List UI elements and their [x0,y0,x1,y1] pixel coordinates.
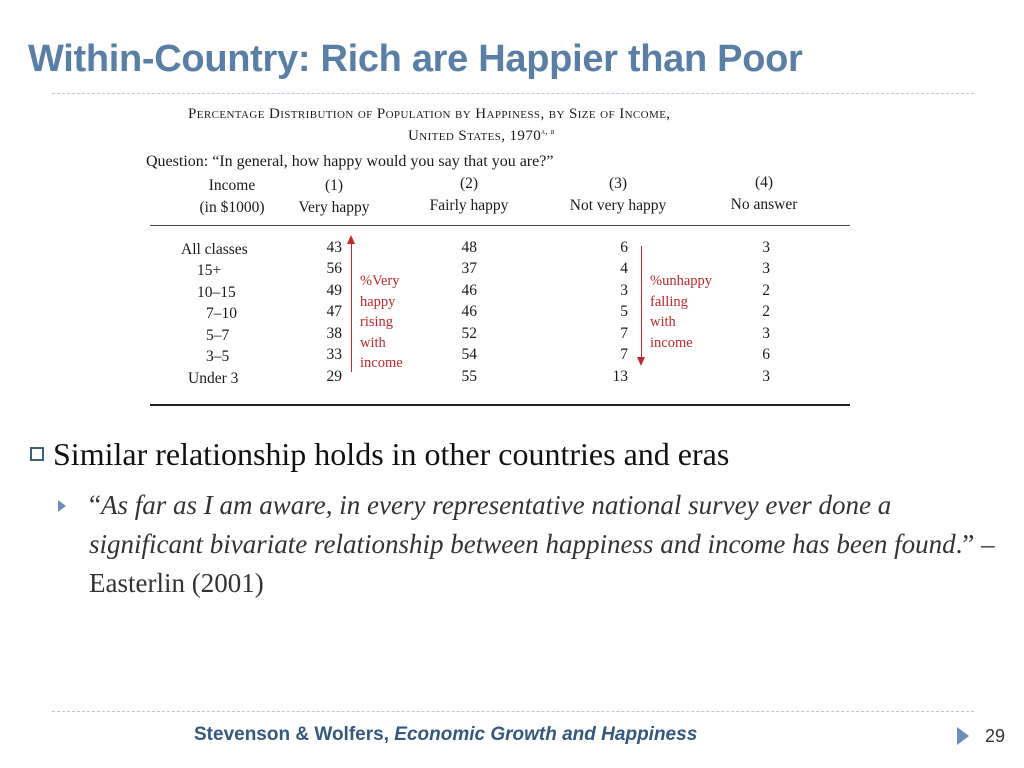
note-line: %Very [360,273,400,289]
next-slide-arrow-icon [957,727,969,745]
checkbox-bullet-icon [30,447,44,461]
cell-15plus-not-very-happy: 4 [620,260,628,277]
cell-3-5-no-answer: 6 [762,346,770,363]
table-caption-footnote-marks: a, b [541,126,555,136]
unhappy-falling-note [650,271,712,353]
arrow-down-icon [637,357,645,366]
note-line: happy [360,293,396,310]
cell-under3-fairly-happy: 55 [461,368,477,385]
falling-arrow-shaft [641,246,642,358]
cell-7-10-not-very-happy: 5 [620,303,628,320]
table-caption-line-2 [408,126,555,145]
footer-citation [194,724,697,746]
cell-10-15-not-very-happy: 3 [620,282,628,299]
note-line: with [650,314,676,330]
column-2-label: Fairly happy [429,197,509,214]
cell-5-7-very-happy: 38 [326,325,342,342]
row-label-under-3: Under 3 [188,370,239,387]
cell-3-5-very-happy: 33 [326,346,342,363]
easterlin-quote [89,486,998,603]
cell-all-not-very-happy: 6 [620,239,628,256]
column-2-number: (2) [459,175,479,192]
column-1-label: Very happy [298,199,370,216]
quote-attribution: – Easterlin (2001) [89,529,995,598]
footer-divider [52,711,974,712]
cell-10-15-very-happy: 49 [326,282,342,299]
footer-book-title: Economic Growth and Happiness [394,724,698,745]
cell-all-very-happy: 43 [326,239,342,256]
column-3-label: Not very happy [569,197,667,214]
cell-15plus-very-happy: 56 [326,260,342,277]
row-label-3-5: 3–5 [206,348,230,365]
cell-all-no-answer: 3 [762,239,770,256]
open-quote: “ [89,490,101,520]
survey-question: Question: “In general, how happy would you say that you are?” [146,153,554,170]
cell-15plus-no-answer: 3 [762,260,770,277]
cell-all-fairly-happy: 48 [461,239,477,256]
table-bottom-rule [150,404,850,406]
scanned-income-happiness-table [140,96,860,412]
row-label-7-10: 7–10 [206,305,237,322]
note-line: income [650,334,693,351]
cell-5-7-fairly-happy: 52 [461,325,477,342]
cell-10-15-fairly-happy: 46 [461,282,477,299]
cell-under3-no-answer: 3 [762,368,770,385]
note-line: falling [650,293,688,310]
triangle-bullet-icon [58,500,66,512]
row-label-10-15: 10–15 [197,284,236,301]
table-header-rule [150,225,850,226]
table-caption-year: United States, 1970 [408,128,542,144]
page-number: 29 [985,726,1006,746]
quote-italic-text: As far as I am aware, in every representative national survey ever done a significant bivariate relationship between happiness and income has been found [89,490,956,559]
quote-bullet [58,486,998,603]
column-4-label: No answer [730,196,798,213]
cell-under3-not-very-happy: 13 [612,368,628,385]
main-bullet-text: Similar relationship holds in other countries and eras [53,436,730,472]
note-line: %unhappy [650,273,713,289]
cell-7-10-fairly-happy: 46 [461,303,477,320]
cell-7-10-no-answer: 2 [762,303,770,320]
footer-authors: Stevenson & Wolfers, [194,724,395,745]
cell-15plus-fairly-happy: 37 [461,260,477,277]
note-line: income [360,355,403,371]
column-4-number: (4) [754,174,774,191]
cell-under3-very-happy: 29 [326,368,342,385]
very-happy-rising-note [360,271,403,374]
income-header-line-1: Income [208,177,256,194]
cell-7-10-very-happy: 47 [326,303,342,320]
rising-arrow-shaft [351,242,352,372]
cell-3-5-not-very-happy: 7 [620,346,628,363]
table-caption-line-1: Percentage Distribution of Population by Happiness, by Size of Income, [188,106,671,122]
column-1-number: (1) [324,177,344,194]
main-bullet [30,436,729,473]
row-label-all-classes: All classes [181,241,248,258]
cell-5-7-not-very-happy: 7 [620,325,628,342]
close-quote: .” [955,529,975,559]
row-label-5-7: 5–7 [206,327,230,344]
row-label-15-plus: 15+ [197,262,222,279]
income-header-line-2: (in $1000) [199,199,265,216]
column-3-number: (3) [608,175,628,192]
cell-3-5-fairly-happy: 54 [461,346,477,363]
cell-5-7-no-answer: 3 [762,325,770,342]
title-divider [52,93,974,94]
slide-title: Within-Country: Rich are Happier than Poor [28,38,803,80]
cell-10-15-no-answer: 2 [762,282,770,299]
note-line: with [360,334,386,351]
note-line: rising [360,314,394,330]
